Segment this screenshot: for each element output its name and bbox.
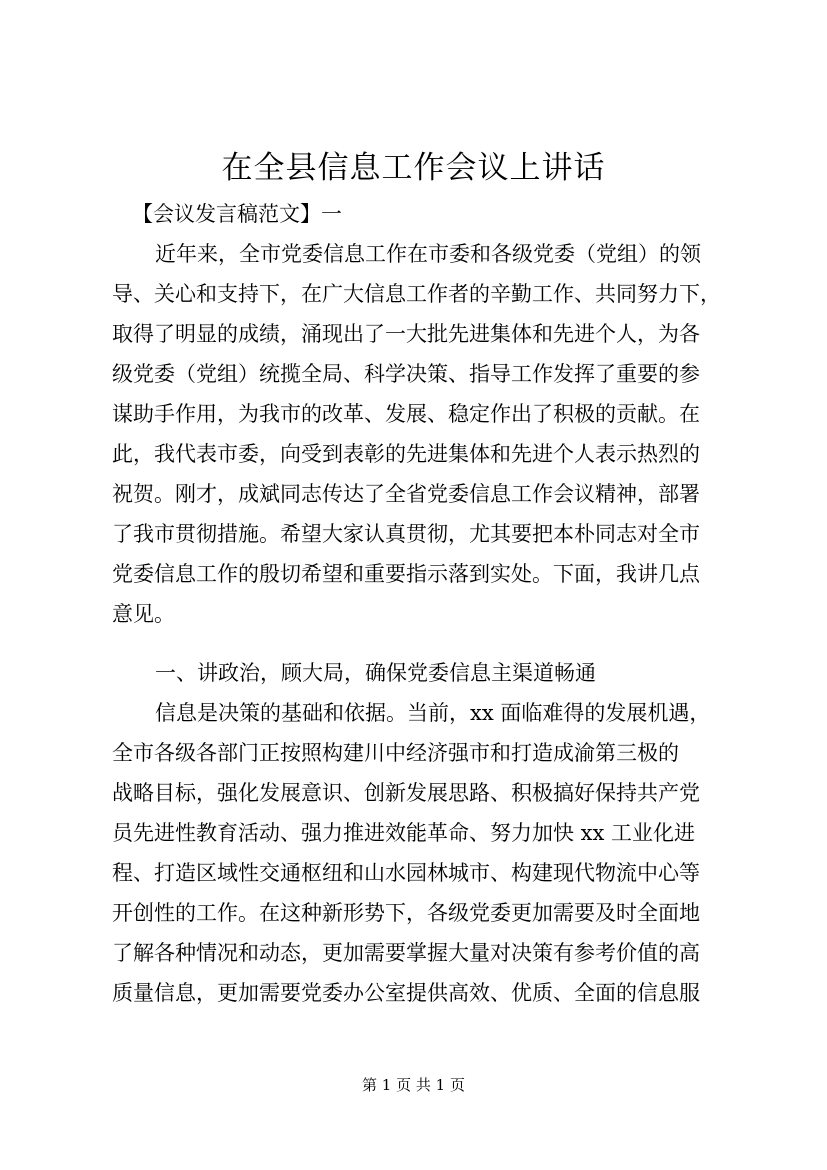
paragraph-line: 祝贺。刚才，成斌同志传达了全省党委信息工作会议精神，部署 (112, 482, 700, 506)
section-heading: 一、讲政治，顾大局，确保党委信息主渠道畅通 (155, 661, 596, 685)
paragraph-line: 质量信息，更加需要党委办公室提供高效、优质、全面的信息服 (112, 981, 700, 1005)
paragraph-line: 信息是决策的基础和依据。当前，xx 面临难得的发展机遇， (155, 701, 711, 725)
paragraph-line: 了解各种情况和动态，更加需要掌握大量对决策有参考价值的高 (112, 941, 700, 965)
paragraph-line: 全市各级各部门正按照构建川中经济强市和打造成渝第三极的 (112, 741, 679, 765)
paragraph-line: 意见。 (112, 602, 175, 626)
paragraph-line: 级党委（党组）统揽全局、科学决策、指导工作发挥了重要的参 (112, 362, 700, 386)
page-footer: 第 1 页 共 1 页 (362, 1076, 465, 1094)
paragraph-line: 导、关心和支持下，在广大信息工作者的辛勤工作、共同努力下， (112, 282, 721, 306)
paragraph-line: 近年来，全市党委信息工作在市委和各级党委（党组）的领 (155, 242, 701, 266)
paragraph-line: 员先进性教育活动、强力推进效能革命、努力加快 xx 工业化进 (112, 821, 696, 845)
document-subtitle: 【会议发言稿范文】一 (132, 202, 342, 226)
paragraph-line: 党委信息工作的殷切希望和重要指示落到实处。下面，我讲几点 (112, 562, 700, 586)
paragraph-line: 谋助手作用，为我市的改革、发展、稳定作出了积极的贡献。在 (112, 402, 700, 426)
paragraph-line: 程、打造区域性交通枢纽和山水园林城市、构建现代物流中心等 (112, 861, 700, 885)
document-title: 在全县信息工作会议上讲话 (221, 150, 606, 186)
paragraph-line: 此，我代表市委，向受到表彰的先进集体和先进个人表示热烈的 (112, 442, 700, 466)
paragraph-line: 开创性的工作。在这种新形势下，各级党委更加需要及时全面地 (112, 901, 700, 925)
paragraph-line: 了我市贯彻措施。希望大家认真贯彻，尤其要把本朴同志对全市 (112, 522, 700, 546)
paragraph-line: 战略目标，强化发展意识、创新发展思路、积极搞好保持共产党 (112, 781, 700, 805)
paragraph-line: 取得了明显的成绩，涌现出了一大批先进集体和先进个人，为各 (112, 322, 700, 346)
